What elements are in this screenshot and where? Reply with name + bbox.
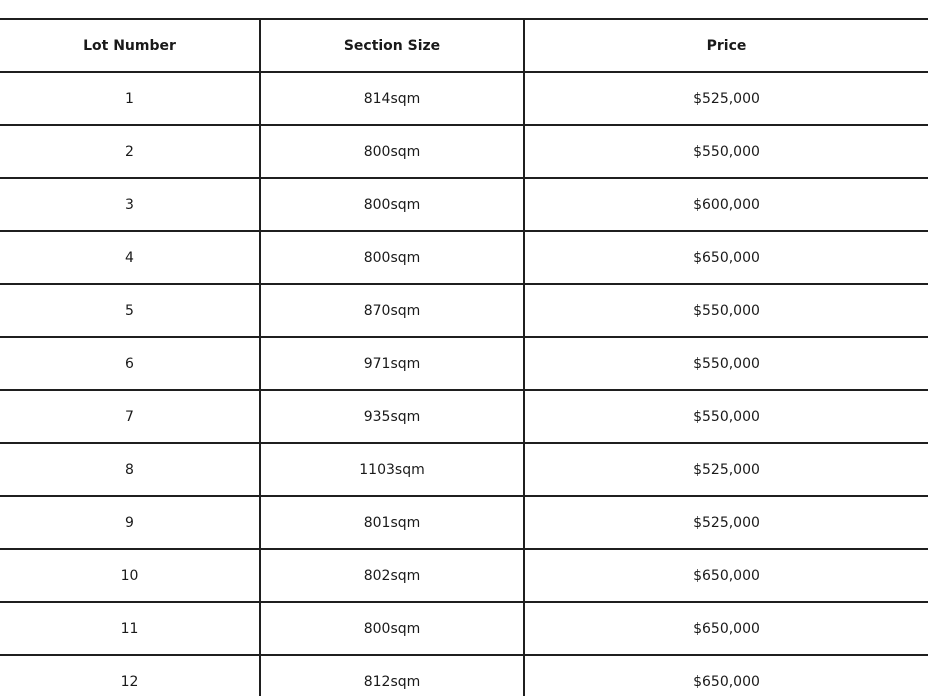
price-cell: $525,000 bbox=[524, 443, 928, 496]
price-cell: $650,000 bbox=[524, 655, 928, 696]
table-row bbox=[0, 655, 928, 696]
lot-number-cell: 7 bbox=[0, 390, 260, 443]
lot-number-cell: 6 bbox=[0, 337, 260, 390]
table-row bbox=[0, 72, 928, 125]
table-row bbox=[0, 602, 928, 655]
lot-number-cell: 1 bbox=[0, 72, 260, 125]
table-row bbox=[0, 337, 928, 390]
section-size-cell: 800sqm bbox=[260, 178, 524, 231]
lot-number-cell: 12 bbox=[0, 655, 260, 696]
section-size-cell: 870sqm bbox=[260, 284, 524, 337]
header-lot-number: Lot Number bbox=[0, 19, 260, 72]
section-size-cell: 971sqm bbox=[260, 337, 524, 390]
price-cell: $650,000 bbox=[524, 231, 928, 284]
table-row bbox=[0, 443, 928, 496]
lot-price-table bbox=[0, 18, 928, 696]
table-row bbox=[0, 284, 928, 337]
price-cell: $550,000 bbox=[524, 390, 928, 443]
header-price: Price bbox=[524, 19, 928, 72]
lot-number-cell: 3 bbox=[0, 178, 260, 231]
price-cell: $550,000 bbox=[524, 125, 928, 178]
table-row bbox=[0, 496, 928, 549]
price-cell: $550,000 bbox=[524, 284, 928, 337]
table-header-row bbox=[0, 19, 928, 72]
section-size-cell: 814sqm bbox=[260, 72, 524, 125]
price-cell: $525,000 bbox=[524, 496, 928, 549]
table-row bbox=[0, 125, 928, 178]
lot-number-cell: 4 bbox=[0, 231, 260, 284]
lot-number-cell: 8 bbox=[0, 443, 260, 496]
lot-number-cell: 10 bbox=[0, 549, 260, 602]
price-cell: $525,000 bbox=[524, 72, 928, 125]
table-row bbox=[0, 231, 928, 284]
section-size-cell: 800sqm bbox=[260, 231, 524, 284]
table-row bbox=[0, 178, 928, 231]
section-size-cell: 800sqm bbox=[260, 125, 524, 178]
table-row bbox=[0, 549, 928, 602]
lot-number-cell: 2 bbox=[0, 125, 260, 178]
price-cell: $650,000 bbox=[524, 549, 928, 602]
price-cell: $650,000 bbox=[524, 602, 928, 655]
price-cell: $550,000 bbox=[524, 337, 928, 390]
section-size-cell: 935sqm bbox=[260, 390, 524, 443]
lot-number-cell: 11 bbox=[0, 602, 260, 655]
section-size-cell: 802sqm bbox=[260, 549, 524, 602]
section-size-cell: 800sqm bbox=[260, 602, 524, 655]
section-size-cell: 1103sqm bbox=[260, 443, 524, 496]
lot-number-cell: 5 bbox=[0, 284, 260, 337]
section-size-cell: 801sqm bbox=[260, 496, 524, 549]
section-size-cell: 812sqm bbox=[260, 655, 524, 696]
table-row bbox=[0, 390, 928, 443]
lot-number-cell: 9 bbox=[0, 496, 260, 549]
price-cell: $600,000 bbox=[524, 178, 928, 231]
header-section-size: Section Size bbox=[260, 19, 524, 72]
